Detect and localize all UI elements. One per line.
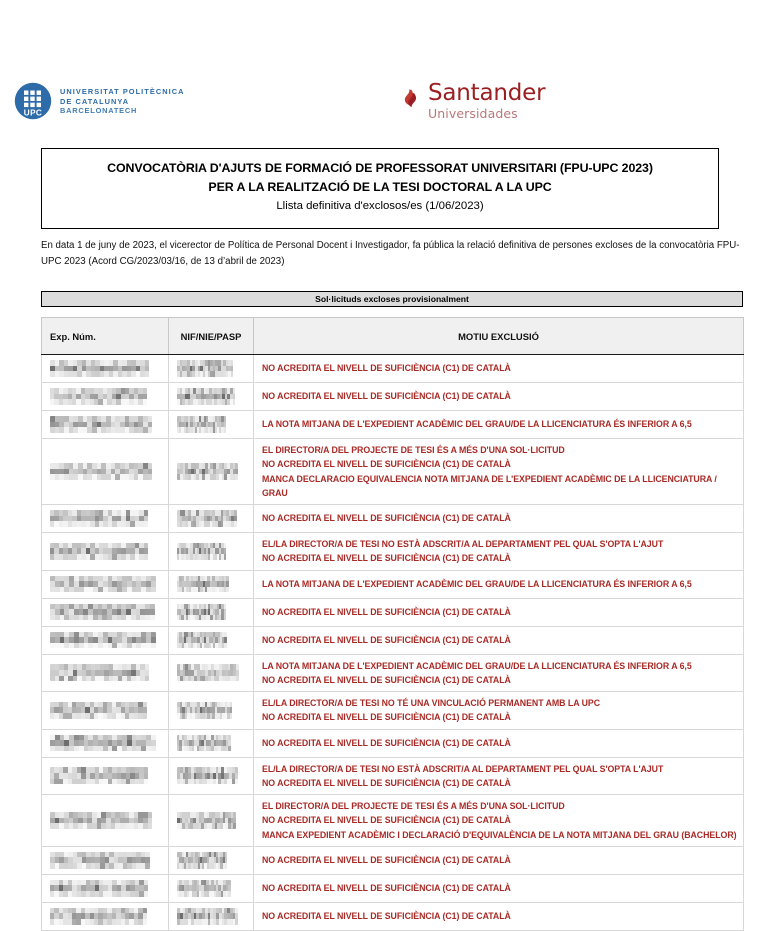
cell-motiu-exclusio — [254, 626, 744, 654]
exclusion-reason: NO ACREDITA EL NIVELL DE SUFICIÈNCIA (C1) DE CATALÀ — [262, 737, 511, 748]
cell-exp-num — [42, 902, 169, 930]
exclusion-reason: LA NOTA MITJANA DE L'EXPEDIENT ACADÈMIC DEL GRAU/DE LA LLICENCIATURA ÉS INFERIOR A 6,5 — [262, 660, 692, 671]
section-banner: Sol·licituds excloses provisionalment — [41, 291, 743, 307]
upc-logo — [14, 82, 184, 120]
table-row — [42, 757, 744, 795]
table-header-row — [42, 318, 744, 355]
cell-nif — [169, 874, 254, 902]
exclusion-reason: LA NOTA MITJANA DE L'EXPEDIENT ACADÈMIC DEL GRAU/DE LA LLICENCIATURA ÉS INFERIOR A 6,5 — [262, 578, 692, 589]
exclusion-reason: EL DIRECTOR/A DEL PROJECTE DE TESI ÉS A MÉS D'UNA SOL·LICITUD — [262, 445, 565, 455]
exclusion-reason: NO ACREDITA EL NIVELL DE SUFICIÈNCIA (C1) DE CATALÀ — [262, 855, 511, 866]
redacted-nif — [177, 812, 236, 829]
cell-exp-num — [42, 692, 169, 730]
redacted-exp-num — [50, 880, 148, 897]
table-header — [42, 318, 744, 355]
cell-motiu-exclusio — [254, 795, 744, 847]
cell-motiu-exclusio — [254, 383, 744, 411]
cell-nif — [169, 505, 254, 533]
table-row — [42, 846, 744, 874]
santander-flame-icon — [400, 87, 422, 109]
santander-name: Santander — [428, 80, 546, 106]
cell-motiu-exclusio — [254, 729, 744, 757]
column-header-motiu-exclusio: MOTIU EXCLUSIÓ — [254, 318, 744, 355]
exclusion-reason: EL/LA DIRECTOR/A DE TESI NO ESTÀ ADSCRIT/A AL DEPARTAMENT PEL QUAL S'OPTA L'AJUT — [262, 763, 664, 774]
redacted-nif — [177, 735, 231, 752]
redacted-exp-num — [50, 360, 149, 377]
cell-nif — [169, 411, 254, 439]
cell-exp-num — [42, 757, 169, 795]
redacted-nif — [177, 880, 231, 897]
cell-nif — [169, 846, 254, 874]
cell-exp-num — [42, 411, 169, 439]
exclusion-reason: NO ACREDITA EL NIVELL DE SUFICIÈNCIA (C1) DE CATALÀ — [262, 712, 511, 723]
exclusion-reason: NO ACREDITA EL NIVELL DE SUFICIÈNCIA (C1) DE CATALÀ — [262, 883, 511, 894]
redacted-nif — [177, 908, 238, 925]
redacted-nif — [177, 664, 239, 681]
cell-motiu-exclusio — [254, 598, 744, 626]
cell-exp-num — [42, 874, 169, 902]
cell-nif — [169, 654, 254, 692]
cell-exp-num — [42, 439, 169, 505]
table-row — [42, 874, 744, 902]
cell-motiu-exclusio — [254, 902, 744, 930]
redacted-nif — [177, 632, 227, 649]
cell-nif — [169, 533, 254, 571]
redacted-exp-num — [50, 632, 156, 649]
cell-exp-num — [42, 729, 169, 757]
redacted-nif — [177, 510, 237, 527]
cell-motiu-exclusio — [254, 846, 744, 874]
cell-exp-num — [42, 654, 169, 692]
santander-subtitle: Universidades — [428, 106, 518, 122]
column-header-exp-num: Exp. Núm. — [42, 318, 169, 355]
table-row — [42, 439, 744, 505]
cell-exp-num — [42, 505, 169, 533]
redacted-exp-num — [50, 510, 148, 527]
table-row — [42, 795, 744, 847]
redacted-exp-num — [50, 416, 152, 433]
exclusion-reason: EL DIRECTOR/A DEL PROJECTE DE TESI ÉS A MÉS D'UNA SOL·LICITUD — [262, 801, 565, 811]
cell-motiu-exclusio — [254, 654, 744, 692]
table-row — [42, 598, 744, 626]
exclusions-table-wrap — [41, 317, 743, 931]
cell-motiu-exclusio — [254, 411, 744, 439]
redacted-exp-num — [50, 812, 152, 829]
exclusion-reason: NO ACREDITA EL NIVELL DE SUFICIÈNCIA (C1) DE CATALÀ — [262, 513, 511, 524]
redacted-nif — [177, 767, 238, 784]
cell-nif — [169, 598, 254, 626]
document-title-box — [41, 148, 719, 229]
redacted-nif — [177, 463, 238, 480]
redacted-exp-num — [50, 852, 150, 869]
exclusion-reason: NO ACREDITA EL NIVELL DE SUFICIÈNCIA (C1) DE CATALÀ — [262, 553, 511, 564]
cell-nif — [169, 795, 254, 847]
table-row — [42, 383, 744, 411]
cell-exp-num — [42, 626, 169, 654]
upc-wordmark-line1: UNIVERSITAT POLITÈCNICA — [60, 87, 185, 97]
exclusion-reason: NO ACREDITA EL NIVELL DE SUFICIÈNCIA (C1) DE CATALÀ — [262, 777, 511, 788]
table-body — [42, 355, 744, 931]
table-row — [42, 626, 744, 654]
table-row — [42, 654, 744, 692]
exclusion-reason: NO ACREDITA EL NIVELL DE SUFICIÈNCIA (C1) DE CATALÀ — [262, 634, 511, 645]
cell-nif — [169, 626, 254, 654]
exclusion-reason: LA NOTA MITJANA DE L'EXPEDIENT ACADÈMIC DEL GRAU/DE LA LLICENCIATURA ÉS INFERIOR A 6,5 — [262, 419, 692, 430]
exclusion-reason: NO ACREDITA EL NIVELL DE SUFICIÈNCIA (C1) DE CATALÀ — [262, 674, 511, 685]
intro-paragraph: En data 1 de juny de 2023, el vicerector de Política de Personal Docent i Investigador, fa pública la relació definitiva de persones excloses de la convocatòria FPU-UPC 2023 (Acord CG/2023/03/16, de 13 d’abril de 2023) — [41, 240, 740, 267]
document-title-line-1: CONVOCATÒRIA D'AJUTS DE FORMACIÓ DE PROFESSORAT UNIVERSITARI (FPU-UPC 2023) — [107, 161, 653, 175]
logo-band — [0, 78, 760, 134]
upc-emblem-icon — [14, 82, 52, 120]
cell-nif — [169, 355, 254, 383]
cell-exp-num — [42, 533, 169, 571]
table-row — [42, 355, 744, 383]
redacted-exp-num — [50, 604, 155, 621]
column-header-nif-nie-pasp: NIF/NIE/PASP — [169, 318, 254, 355]
exclusion-reason: NO ACREDITA EL NIVELL DE SUFICIÈNCIA (C1) DE CATALÀ — [262, 911, 511, 922]
table-row — [42, 902, 744, 930]
exclusion-reason: NO ACREDITA EL NIVELL DE SUFICIÈNCIA (C1) DE CATALÀ — [262, 459, 511, 470]
santander-wordmark — [428, 81, 545, 123]
exclusions-table — [41, 317, 744, 931]
cell-exp-num — [42, 846, 169, 874]
upc-wordmark — [60, 86, 184, 115]
redacted-exp-num — [50, 702, 147, 719]
redacted-exp-num — [50, 664, 149, 681]
intro-paragraph-block — [41, 238, 747, 269]
cell-motiu-exclusio — [254, 757, 744, 795]
redacted-nif — [177, 416, 226, 433]
santander-logo — [400, 81, 545, 123]
table-row — [42, 570, 744, 598]
redacted-exp-num — [50, 767, 148, 784]
redacted-nif — [177, 388, 235, 405]
table-row — [42, 411, 744, 439]
cell-motiu-exclusio — [254, 505, 744, 533]
cell-nif — [169, 729, 254, 757]
redacted-nif — [177, 852, 227, 869]
cell-nif — [169, 383, 254, 411]
cell-nif — [169, 439, 254, 505]
table-row — [42, 729, 744, 757]
cell-motiu-exclusio — [254, 533, 744, 571]
exclusion-reason: NO ACREDITA EL NIVELL DE SUFICIÈNCIA (C1) DE CATALÀ — [262, 363, 511, 374]
redacted-exp-num — [50, 543, 148, 560]
cell-exp-num — [42, 795, 169, 847]
redacted-nif — [177, 576, 229, 593]
cell-motiu-exclusio — [254, 692, 744, 730]
redacted-exp-num — [50, 576, 156, 593]
redacted-nif — [177, 702, 232, 719]
table-row — [42, 692, 744, 730]
cell-exp-num — [42, 383, 169, 411]
redacted-exp-num — [50, 908, 147, 925]
cell-motiu-exclusio — [254, 355, 744, 383]
redacted-nif — [177, 604, 226, 621]
cell-nif — [169, 692, 254, 730]
cell-exp-num — [42, 570, 169, 598]
redacted-nif — [177, 360, 233, 377]
exclusion-reason: EL/LA DIRECTOR/A DE TESI NO TÉ UNA VINCULACIÓ PERMANENT AMB LA UPC — [262, 698, 600, 708]
redacted-exp-num — [50, 463, 152, 480]
svg-text:UPC: UPC — [23, 108, 43, 118]
redacted-exp-num — [50, 735, 156, 752]
redacted-nif — [177, 543, 226, 560]
table-row — [42, 505, 744, 533]
exclusion-reason: MANCA DECLARACIO EQUIVALENCIA NOTA MITJANA DE L'EXPEDIENT ACADÈMIC DE LA LLICENCIATURA / GRAU — [262, 473, 717, 498]
upc-wordmark-line2: DE CATALUNYA — [60, 96, 130, 106]
document-title-line-2: PER A LA REALITZACIÓ DE LA TESI DOCTORAL A LA UPC — [208, 180, 552, 195]
cell-motiu-exclusio — [254, 874, 744, 902]
redacted-exp-num — [50, 388, 147, 405]
cell-exp-num — [42, 598, 169, 626]
cell-motiu-exclusio — [254, 570, 744, 598]
cell-exp-num — [42, 355, 169, 383]
cell-motiu-exclusio — [254, 439, 744, 505]
table-row — [42, 533, 744, 571]
exclusion-reason: EL/LA DIRECTOR/A DE TESI NO ESTÀ ADSCRIT/A AL DEPARTAMENT PEL QUAL S'OPTA L'AJUT — [262, 539, 664, 549]
exclusion-reason: NO ACREDITA EL NIVELL DE SUFICIÈNCIA (C1) DE CATALÀ — [262, 391, 511, 402]
cell-nif — [169, 902, 254, 930]
exclusion-reason: NO ACREDITA EL NIVELL DE SUFICIÈNCIA (C1) DE CATALÀ — [262, 606, 511, 617]
document-subtitle: Llista definitiva d'exclosos/es (1/06/2023) — [276, 200, 484, 213]
exclusion-reason: NO ACREDITA EL NIVELL DE SUFICIÈNCIA (C1) DE CATALÀ — [262, 815, 511, 826]
cell-nif — [169, 570, 254, 598]
exclusion-reason: MANCA EXPEDIENT ACADÈMIC I DECLARACIÓ D'EQUIVALÈNCIA DE LA NOTA MITJANA DEL GRAU (BACHELOR) — [262, 829, 737, 840]
cell-nif — [169, 757, 254, 795]
upc-wordmark-line3: BARCELONATECH — [60, 106, 138, 116]
